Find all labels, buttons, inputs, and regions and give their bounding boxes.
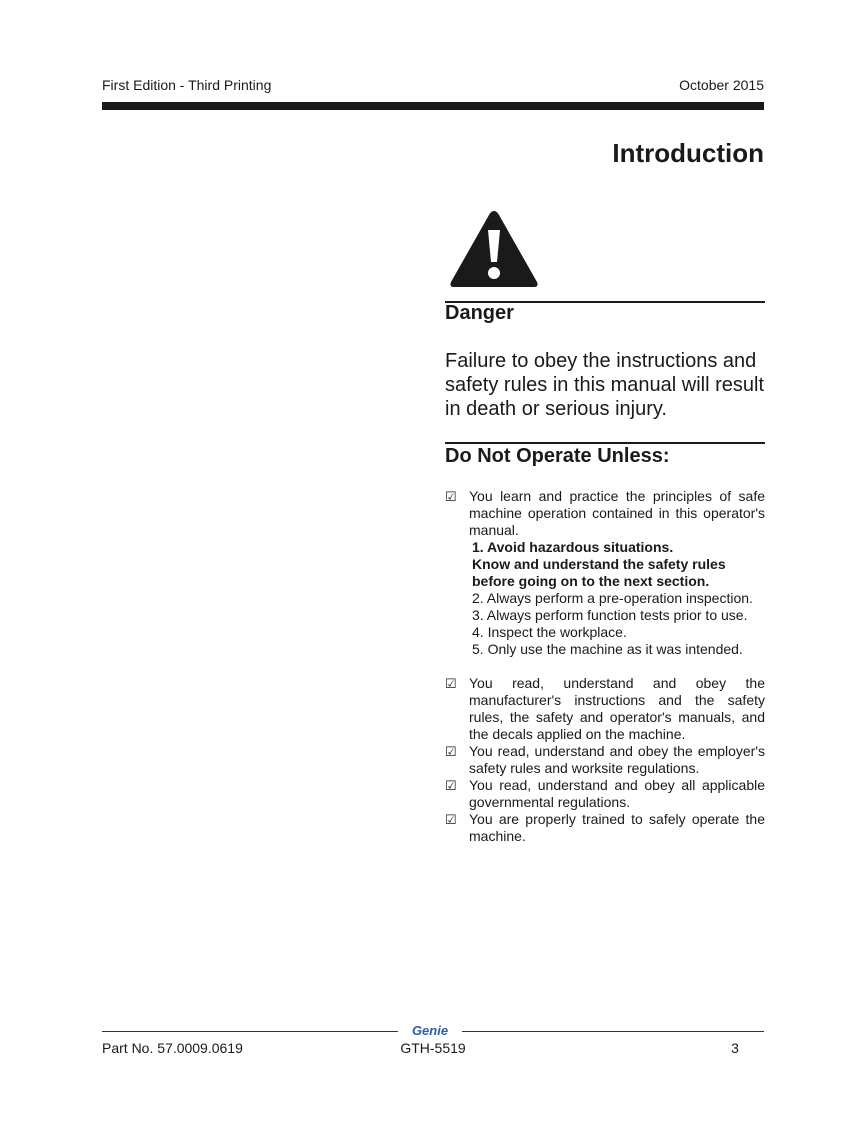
page-number: 3 <box>731 1040 739 1056</box>
checklist-item <box>445 488 765 658</box>
checkbox-icon: ☑ <box>445 744 457 759</box>
section-rule <box>445 442 765 444</box>
safety-step: 1. Avoid hazardous situations. <box>472 539 674 555</box>
checklist-text: You are properly trained to safely operate the machine. <box>469 811 765 844</box>
header-edition: First Edition - Third Printing <box>102 77 272 93</box>
checklist-item <box>445 777 765 811</box>
checkbox-icon: ☑ <box>445 676 457 691</box>
danger-text: Failure to obey the instructions and safety rules in this manual will result in death or serious injury. <box>445 350 765 420</box>
section-heading: Do Not Operate Unless: <box>445 445 670 467</box>
safety-step: 3. Always perform function tests prior to use. <box>472 607 748 623</box>
model-number: GTH-5519 <box>400 1040 466 1056</box>
checklist-item <box>445 675 765 743</box>
checklist-text: You learn and practice the principles of safe machine operation contained in this operator's manual. <box>469 488 765 538</box>
checkbox-icon: ☑ <box>445 778 457 793</box>
warning-triangle-icon <box>448 208 540 290</box>
safety-step: before going on to the next section. <box>472 573 710 589</box>
safety-steps <box>472 539 765 658</box>
checklist-item <box>445 811 765 845</box>
safety-step: 2. Always perform a pre-operation inspection. <box>472 590 753 606</box>
safety-step: 4. Inspect the workplace. <box>472 624 627 640</box>
header-date: October 2015 <box>679 77 764 93</box>
safety-step: Know and understand the safety rules <box>472 556 726 572</box>
footer-rule-right <box>462 1031 764 1032</box>
safety-step: 5. Only use the machine as it was intended. <box>472 641 743 657</box>
footer-rule-left <box>102 1031 398 1032</box>
checklist-text: You read, understand and obey the employer's safety rules and worksite regulations. <box>469 743 765 776</box>
danger-heading: Danger <box>445 302 514 324</box>
genie-logo: Genie <box>411 1023 449 1038</box>
header-divider <box>102 102 764 110</box>
part-number: Part No. 57.0009.0619 <box>102 1040 243 1056</box>
checklist-item <box>445 743 765 777</box>
checkbox-icon: ☑ <box>445 812 457 827</box>
checkbox-icon: ☑ <box>445 489 457 504</box>
checklist-text: You read, understand and obey all applicable governmental regulations. <box>469 777 765 810</box>
checklist-text: You read, understand and obey the manufacturer's instructions and the safety rules, the safety and operator's manuals, and the decals applied on the machine. <box>469 675 765 742</box>
page-title: Introduction <box>612 138 764 168</box>
